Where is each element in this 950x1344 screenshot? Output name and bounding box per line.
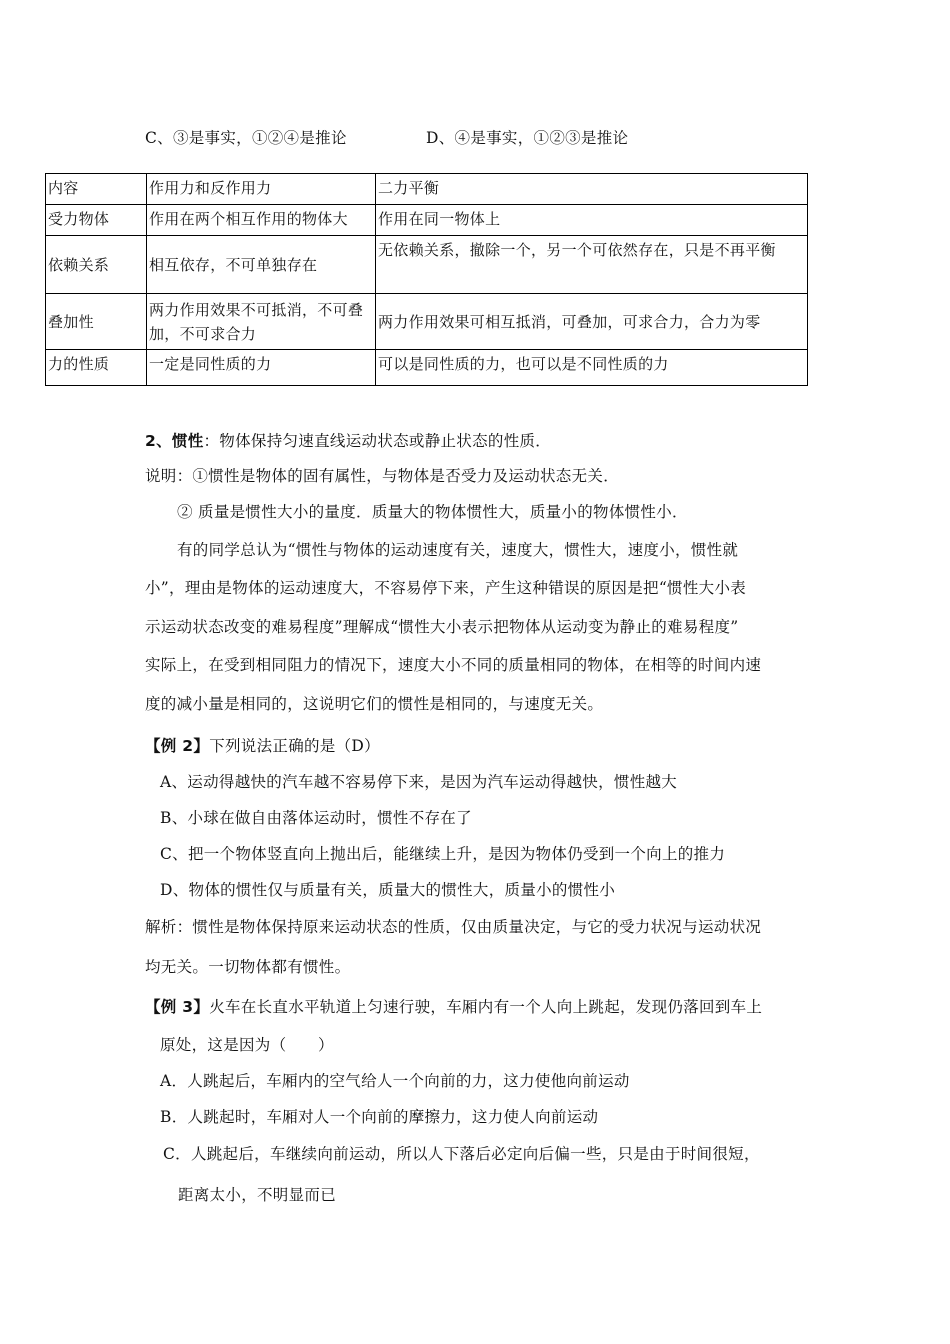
inertia-note-2: ② 质量是惯性大小的量度．质量大的物体惯性大，质量小的物体惯性小． <box>177 503 688 521</box>
table-cell: 作用在同一物体上 <box>376 205 808 236</box>
example-3-option-b: B．人跳起时，车厢对人一个向前的摩擦力，这力使人向前运动 <box>160 1108 599 1126</box>
paragraph-line: 有的同学总认为“惯性与物体的运动速度有关，速度大，惯性大，速度小，惯性就 <box>177 541 739 559</box>
table-row <box>46 236 808 294</box>
example-2-option-a: A、运动得越快的汽车越不容易停下来，是因为汽车运动得越快，惯性越大 <box>160 773 678 791</box>
paragraph-line: 小”，理由是物体的运动速度大，不容易停下来，产生这种错误的原因是把“惯性大小表 <box>145 579 747 597</box>
table-row <box>46 205 808 236</box>
table-cell: 两力作用效果不可抵消，不可叠加，不可求合力 <box>147 294 376 350</box>
table-cell: 二力平衡 <box>376 174 808 205</box>
table-cell: 两力作用效果可相互抵消，可叠加，可求合力，合力为零 <box>376 294 808 350</box>
paragraph-line: 度的减小量是相同的，这说明它们的惯性是相同的，与速度无关。 <box>145 695 604 713</box>
example-2-text: 下列说法正确的是（D） <box>209 737 380 755</box>
example-2-option-c: C、把一个物体竖直向上抛出后，能继续上升，是因为物体仍受到一个向上的推力 <box>160 845 726 863</box>
example-3-label: 【例 3】 <box>145 998 210 1016</box>
table-cell: 相互依存，不可单独存在 <box>147 236 376 294</box>
table-cell: 无依赖关系，撤除一个，另一个可依然存在，只是不再平衡 <box>376 236 808 294</box>
option-c-top: C、③是事实，①②④是推论 <box>145 129 347 147</box>
example-3-question-cont: 原处，这是因为（ ） <box>160 1036 334 1054</box>
table-cell: 依赖关系 <box>46 236 147 294</box>
table-cell: 内容 <box>46 174 147 205</box>
example-3-option-a: A．人跳起后，车厢内的空气给人一个向前的力，这力使他向前运动 <box>160 1072 630 1090</box>
example-2-analysis-cont: 均无关。一切物体都有惯性。 <box>145 958 351 976</box>
inertia-heading-text: ：物体保持匀速直线运动状态或静止状态的性质． <box>203 432 552 450</box>
example-3-option-c: C．人跳起后，车继续向前运动，所以人下落后必定向后偏一些，只是由于时间很短， <box>163 1145 760 1163</box>
example-3-option-c-cont: 距离太小，不明显而已 <box>178 1186 337 1204</box>
table-cell: 叠加性 <box>46 294 147 350</box>
table-cell: 受力物体 <box>46 205 147 236</box>
inertia-note-1: 说明：①惯性是物体的固有属性，与物体是否受力及运动状态无关． <box>145 467 620 485</box>
table-cell: 作用在两个相互作用的物体大 <box>147 205 376 236</box>
comparison-table <box>45 173 808 386</box>
table-cell: 可以是同性质的力，也可以是不同性质的力 <box>376 350 808 386</box>
table-cell: 一定是同性质的力 <box>147 350 376 386</box>
example-2-analysis: 解析：惯性是物体保持原来运动状态的性质，仅由质量决定，与它的受力状况与运动状况 <box>145 918 762 936</box>
inertia-heading <box>145 429 551 451</box>
inertia-heading-number: 2、 <box>145 432 172 450</box>
example-3-question <box>145 995 762 1017</box>
table-cell: 作用力和反作用力 <box>147 174 376 205</box>
example-2-option-b: B、小球在做自由落体运动时，惯性不存在了 <box>160 809 472 827</box>
table-row <box>46 174 808 205</box>
example-3-text: 火车在长直水平轨道上匀速行驶，车厢内有一个人向上跳起，发现仍落回到车上 <box>209 998 763 1016</box>
table-row <box>46 294 808 350</box>
example-2-option-d: D、物体的惯性仅与质量有关，质量大的惯性大，质量小的惯性小 <box>160 881 616 899</box>
example-2-label: 【例 2】 <box>145 737 210 755</box>
paragraph-line: 实际上，在受到相同阻力的情况下，速度大小不同的质量相同的物体，在相等的时间内速 <box>145 656 762 674</box>
example-2-question <box>145 734 380 756</box>
option-d-top: D、④是事实，①②③是推论 <box>426 129 629 147</box>
table-row <box>46 350 808 386</box>
table-cell: 力的性质 <box>46 350 147 386</box>
paragraph-line: 示运动状态改变的难易程度”理解成“惯性大小表示把物体从运动变为静止的难易程度” <box>145 618 739 636</box>
inertia-heading-term: 惯性 <box>171 432 204 450</box>
